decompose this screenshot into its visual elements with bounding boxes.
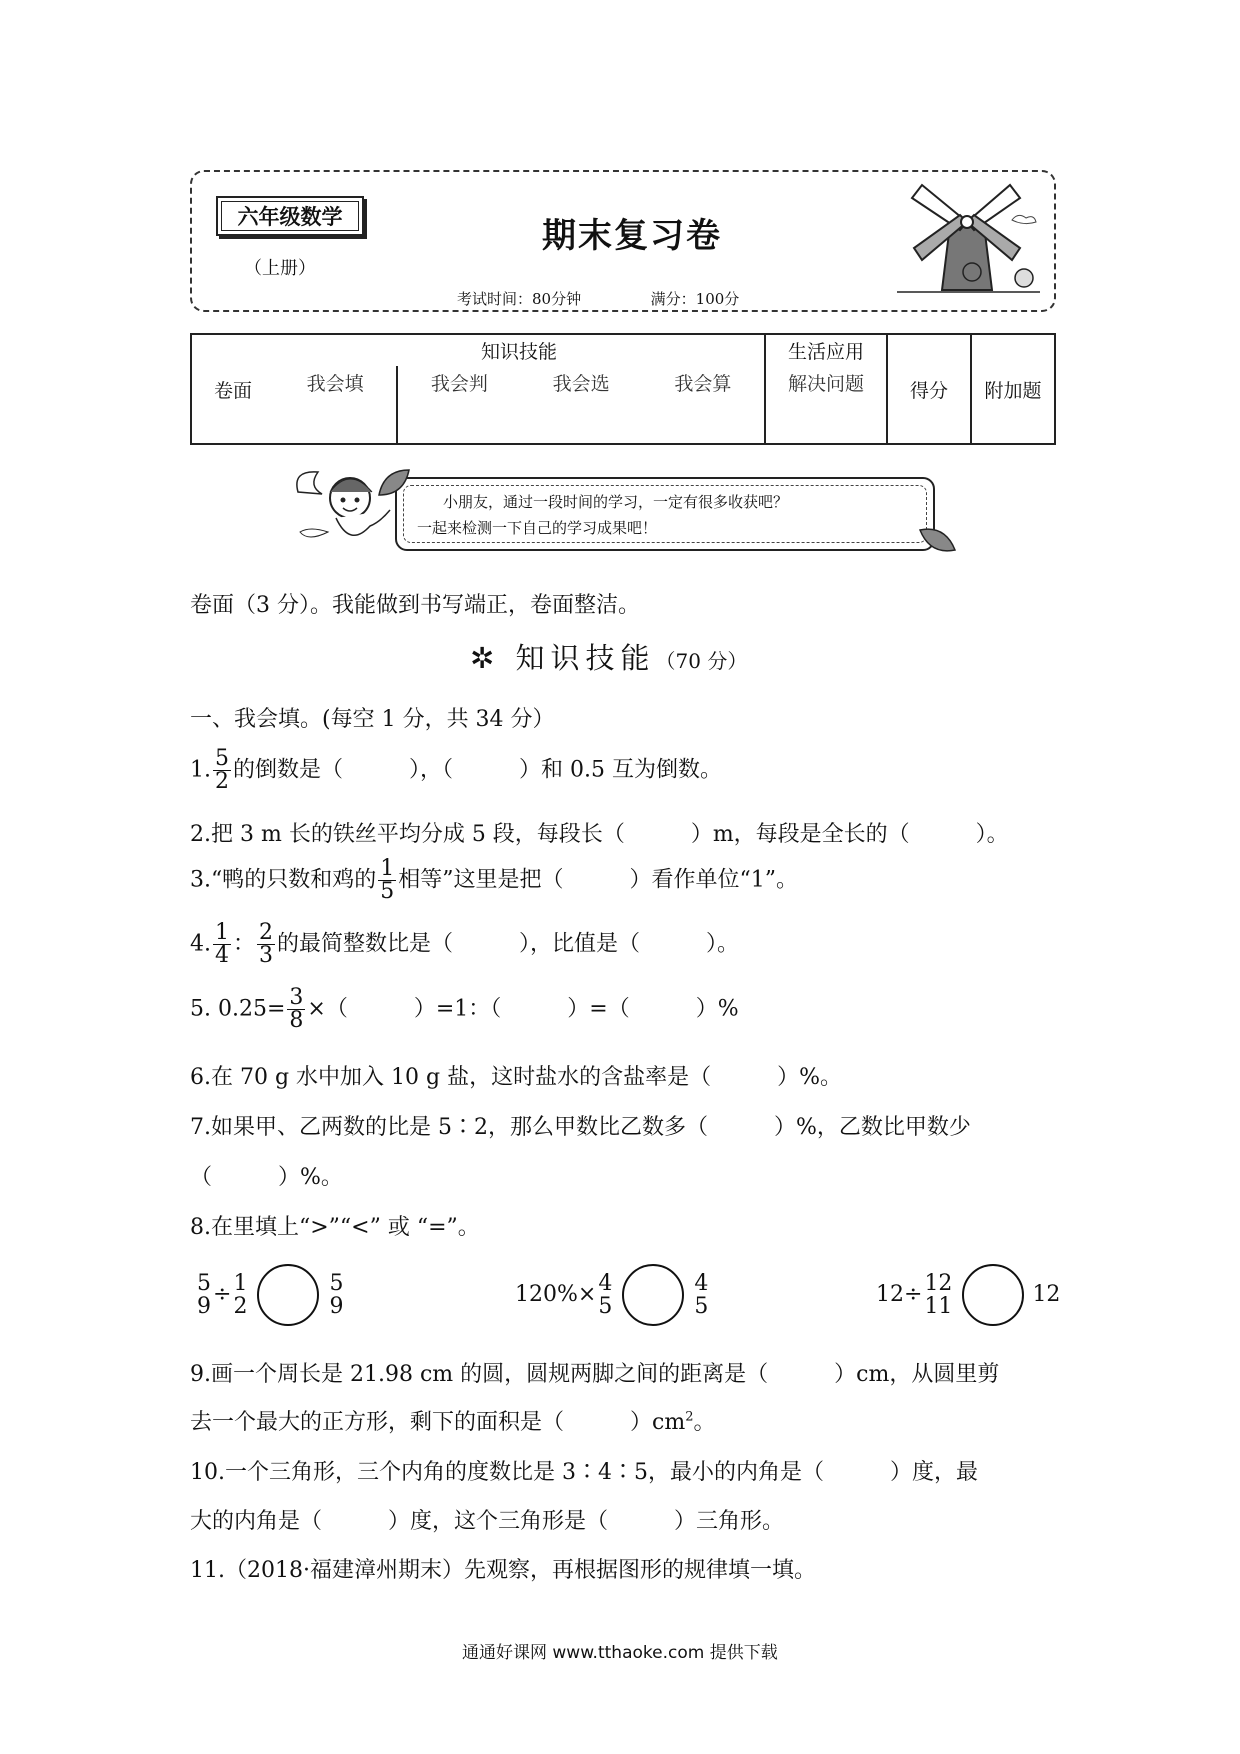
question-9b xyxy=(190,1405,715,1436)
q3-pre: 3.“鸭的只数和鸡的 xyxy=(190,867,377,893)
q8-1-b-frac xyxy=(233,1272,247,1318)
windmill-illustration xyxy=(892,180,1042,308)
q8-1-b-num: 1 xyxy=(233,1270,248,1296)
col-defen: 得分 xyxy=(887,334,971,444)
question-10b: 大的内角是（ ）度，这个三角形是（ ）三角形。 xyxy=(190,1509,785,1534)
q1-pre: 1. xyxy=(190,757,211,783)
q1-post: 的倒数是（ ），（ ）和 0.5 互为倒数。 xyxy=(233,757,722,783)
q4-num-1: 1 xyxy=(215,920,229,945)
sub-pan: 我会判 xyxy=(397,366,520,398)
score-table xyxy=(190,333,1056,445)
q8-2-b-frac xyxy=(598,1272,612,1318)
q8-2-r-frac xyxy=(694,1272,708,1318)
q8-1-a-num: 5 xyxy=(197,1270,211,1296)
q4-colon: ： xyxy=(233,931,256,957)
section-title-text: 知识技能 xyxy=(515,641,656,675)
question-11: 11.（2018·福建漳州期末）先观察，再根据图形的规律填一填。 xyxy=(190,1558,816,1583)
q4-pre: 4. xyxy=(190,931,211,957)
q3-fraction xyxy=(378,858,396,903)
question-6: 6.在 70 g 水中加入 10 g 盐，这时盐水的含盐率是（ ）%。 xyxy=(190,1065,843,1090)
question-3 xyxy=(190,858,798,903)
q1-num: 5 xyxy=(215,746,229,771)
grade-badge-inner-border xyxy=(221,201,359,231)
bubble-line-2: 一起来检测一下自己的学习成果吧！ xyxy=(417,519,658,537)
q8-1-answer-circle[interactable] xyxy=(257,1264,319,1326)
footer-credit: 通通好课网 www.tthaoke.com 提供下载 xyxy=(462,1643,778,1663)
q5-den: 8 xyxy=(289,1008,304,1033)
q4-den-2: 3 xyxy=(259,943,274,968)
q4-post: 的最简整数比是（ ），比值是（ ）。 xyxy=(277,931,740,957)
sub-tian: 我会填 xyxy=(274,366,397,398)
cell-blank-1 xyxy=(274,398,397,444)
q8-1-op: ÷ xyxy=(213,1282,232,1307)
col-fujia: 附加题 xyxy=(971,334,1055,444)
q8-1-r-den: 9 xyxy=(329,1294,344,1319)
q8-3-pre: 12÷ xyxy=(876,1282,923,1307)
leaf-icon xyxy=(915,520,960,560)
q1-den: 2 xyxy=(215,769,229,794)
section-title xyxy=(470,636,747,677)
q8-1-r-frac xyxy=(329,1272,343,1318)
q3-den: 5 xyxy=(380,879,395,904)
grade-badge xyxy=(216,196,364,236)
q9b-text: 去一个最大的正方形，剩下的面积是（ ）cm xyxy=(190,1410,686,1435)
section-points: （70 分） xyxy=(655,649,748,673)
part1-heading: 一、我会填。(每空 1 分，共 34 分） xyxy=(190,707,555,732)
q5-num: 3 xyxy=(289,985,304,1010)
full-score: 满分：100分 xyxy=(650,290,740,308)
question-9a: 9.画一个周长是 21.98 cm 的圆，圆规两脚之间的距离是（ ）cm，从圆里剪 xyxy=(190,1362,1000,1387)
sub-jiejue: 解决问题 xyxy=(765,366,887,398)
question-8: 8.在里填上“>”“<” 或 “=”。 xyxy=(190,1215,480,1240)
col-juanmian: 卷面 xyxy=(191,334,274,444)
q8-item-3 xyxy=(876,1264,1060,1326)
q5-fraction xyxy=(287,987,305,1032)
q8-item-2 xyxy=(515,1264,710,1326)
q5-pre: 5. 0.25= xyxy=(190,996,286,1022)
q4-den-1: 4 xyxy=(215,943,229,968)
question-5 xyxy=(190,987,739,1032)
header-box xyxy=(190,170,1056,312)
q8-1-a-den: 9 xyxy=(197,1294,211,1319)
encouragement-bubble xyxy=(395,477,935,551)
q8-2-pre: 120%× xyxy=(515,1282,597,1307)
col-zhishi: 知识技能 xyxy=(274,334,765,366)
q5-post: ×（ ）=1：（ ）=（ ）% xyxy=(307,996,739,1022)
question-4 xyxy=(190,922,739,967)
star-icon: ✲ xyxy=(470,641,501,675)
exam-time: 考试时间：80分钟 xyxy=(457,290,582,308)
q8-2-answer-circle[interactable] xyxy=(622,1264,684,1326)
q4-fraction-2 xyxy=(257,922,275,967)
question-1 xyxy=(190,748,722,793)
juanmian-note: 卷面（3 分）。我能做到书写端正，卷面整洁。 xyxy=(190,593,640,618)
page-title: 期末复习卷 xyxy=(542,216,722,256)
q4-fraction-1 xyxy=(213,922,231,967)
exam-info xyxy=(457,288,739,309)
bubble-text xyxy=(417,489,927,541)
q8-1-a-frac xyxy=(197,1272,211,1318)
q9b-end: 。 xyxy=(693,1410,716,1435)
question-10a: 10.一个三角形，三个内角的度数比是 3∶4∶5，最小的内角是（ ）度，最 xyxy=(190,1460,978,1485)
q8-1-b-den: 2 xyxy=(233,1294,248,1319)
leaf-icon xyxy=(374,465,414,505)
q8-3-answer-circle[interactable] xyxy=(962,1264,1024,1326)
question-2: 2.把 3 m 长的铁丝平均分成 5 段，每段长（ ）m，每段是全长的（ ）。 xyxy=(190,822,1009,847)
question-7a: 7.如果甲、乙两数的比是 5∶2，那么甲数比乙数多（ ）%，乙数比甲数少 xyxy=(190,1115,971,1140)
q8-3-b-den: 11 xyxy=(924,1294,953,1319)
q8-3-b-frac xyxy=(924,1272,952,1318)
question-7b: （ ）%。 xyxy=(190,1165,343,1190)
q9-superscript: 2 xyxy=(685,1409,694,1425)
q4-num-2: 2 xyxy=(259,920,274,945)
q8-3-right: 12 xyxy=(1032,1282,1061,1307)
q8-2-b-num: 4 xyxy=(598,1270,613,1296)
q8-2-r-num: 4 xyxy=(694,1270,709,1296)
q8-1-r-num: 5 xyxy=(329,1270,344,1296)
q8-item-1 xyxy=(195,1264,345,1326)
q8-2-r-den: 5 xyxy=(694,1294,709,1319)
sub-suan: 我会算 xyxy=(674,372,732,395)
q3-num: 1 xyxy=(380,856,395,881)
sub-xuan: 我会选 xyxy=(552,372,610,395)
bubble-line-1: 小朋友，通过一段时间的学习，一定有很多收获吧？ xyxy=(443,493,789,511)
cell-blank-2 xyxy=(397,398,765,444)
q8-3-b-num: 12 xyxy=(924,1270,953,1296)
q1-fraction xyxy=(213,748,231,793)
volume-label: （上册） xyxy=(244,258,316,279)
q3-post: 相等”这里是把（ ）看作单位“1”。 xyxy=(398,867,798,893)
cell-blank-3 xyxy=(765,398,887,444)
grade-badge-text: 六年级数学 xyxy=(237,205,343,229)
q8-2-b-den: 5 xyxy=(598,1294,613,1319)
col-shenghuo: 生活应用 xyxy=(765,334,887,366)
